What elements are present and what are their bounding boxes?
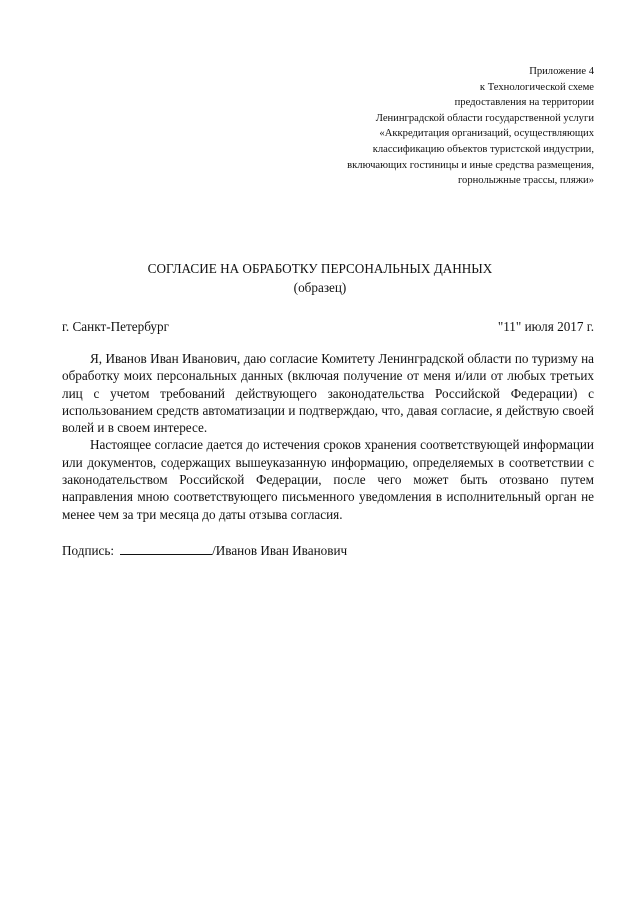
- title-sub: (образец): [293, 280, 347, 295]
- paragraph: Я, Иванов Иван Иванович, даю согласие Комитету Ленинградской области по туризму на обработку моих персональных данных (включая получение от меня и/или от любых третьих лиц с учетом требований действующего законодательства Российской Федерации) с использованием средств автоматизации и подтверждаю, что, давая согласие, я действую своей волей и в своем интересе.: [62, 351, 594, 436]
- place-text: г. Санкт-Петербург: [62, 319, 169, 334]
- paragraph: Настоящее согласие дается до истечения сроков хранения соответствующей информации или документов, содержащих вышеуказанную информацию, определяемых в соответствии с законодательством Российской Федерации, после чего может быть отозвано путем направления мною соответствующего письменного уведомления в исполнительный орган не менее чем за три месяца до даты отзыва согласия.: [62, 437, 594, 522]
- signature-label: Подпись:: [62, 543, 115, 558]
- document-body: [62, 350, 594, 523]
- appendix-line: классификацию объектов туристской индустрии,: [372, 143, 594, 155]
- appendix-line: к Технологической схеме: [479, 81, 594, 93]
- title-main: СОГЛАСИЕ НА ОБРАБОТКУ ПЕРСОНАЛЬНЫХ ДАННЫХ: [147, 261, 493, 276]
- appendix-line: Приложение 4: [529, 66, 594, 77]
- place-date-row: [62, 317, 594, 336]
- signature-line: [120, 543, 212, 555]
- signature-row: [62, 541, 347, 560]
- appendix-line: Ленинградской области государственной услуги: [375, 112, 594, 124]
- signature-name: /Иванов Иван Иванович: [212, 543, 348, 558]
- appendix-line: горнолыжные трассы, пляжи»: [457, 175, 594, 187]
- appendix-line: предоставления на территории: [454, 97, 594, 109]
- appendix-note: [347, 64, 594, 189]
- date-text: "11" июля 2017 г.: [497, 319, 594, 334]
- document-title: [60, 259, 580, 297]
- appendix-line: «Аккредитация организаций, осуществляющих: [379, 128, 594, 140]
- appendix-line: включающих гостиницы и иные средства размещения,: [347, 159, 594, 171]
